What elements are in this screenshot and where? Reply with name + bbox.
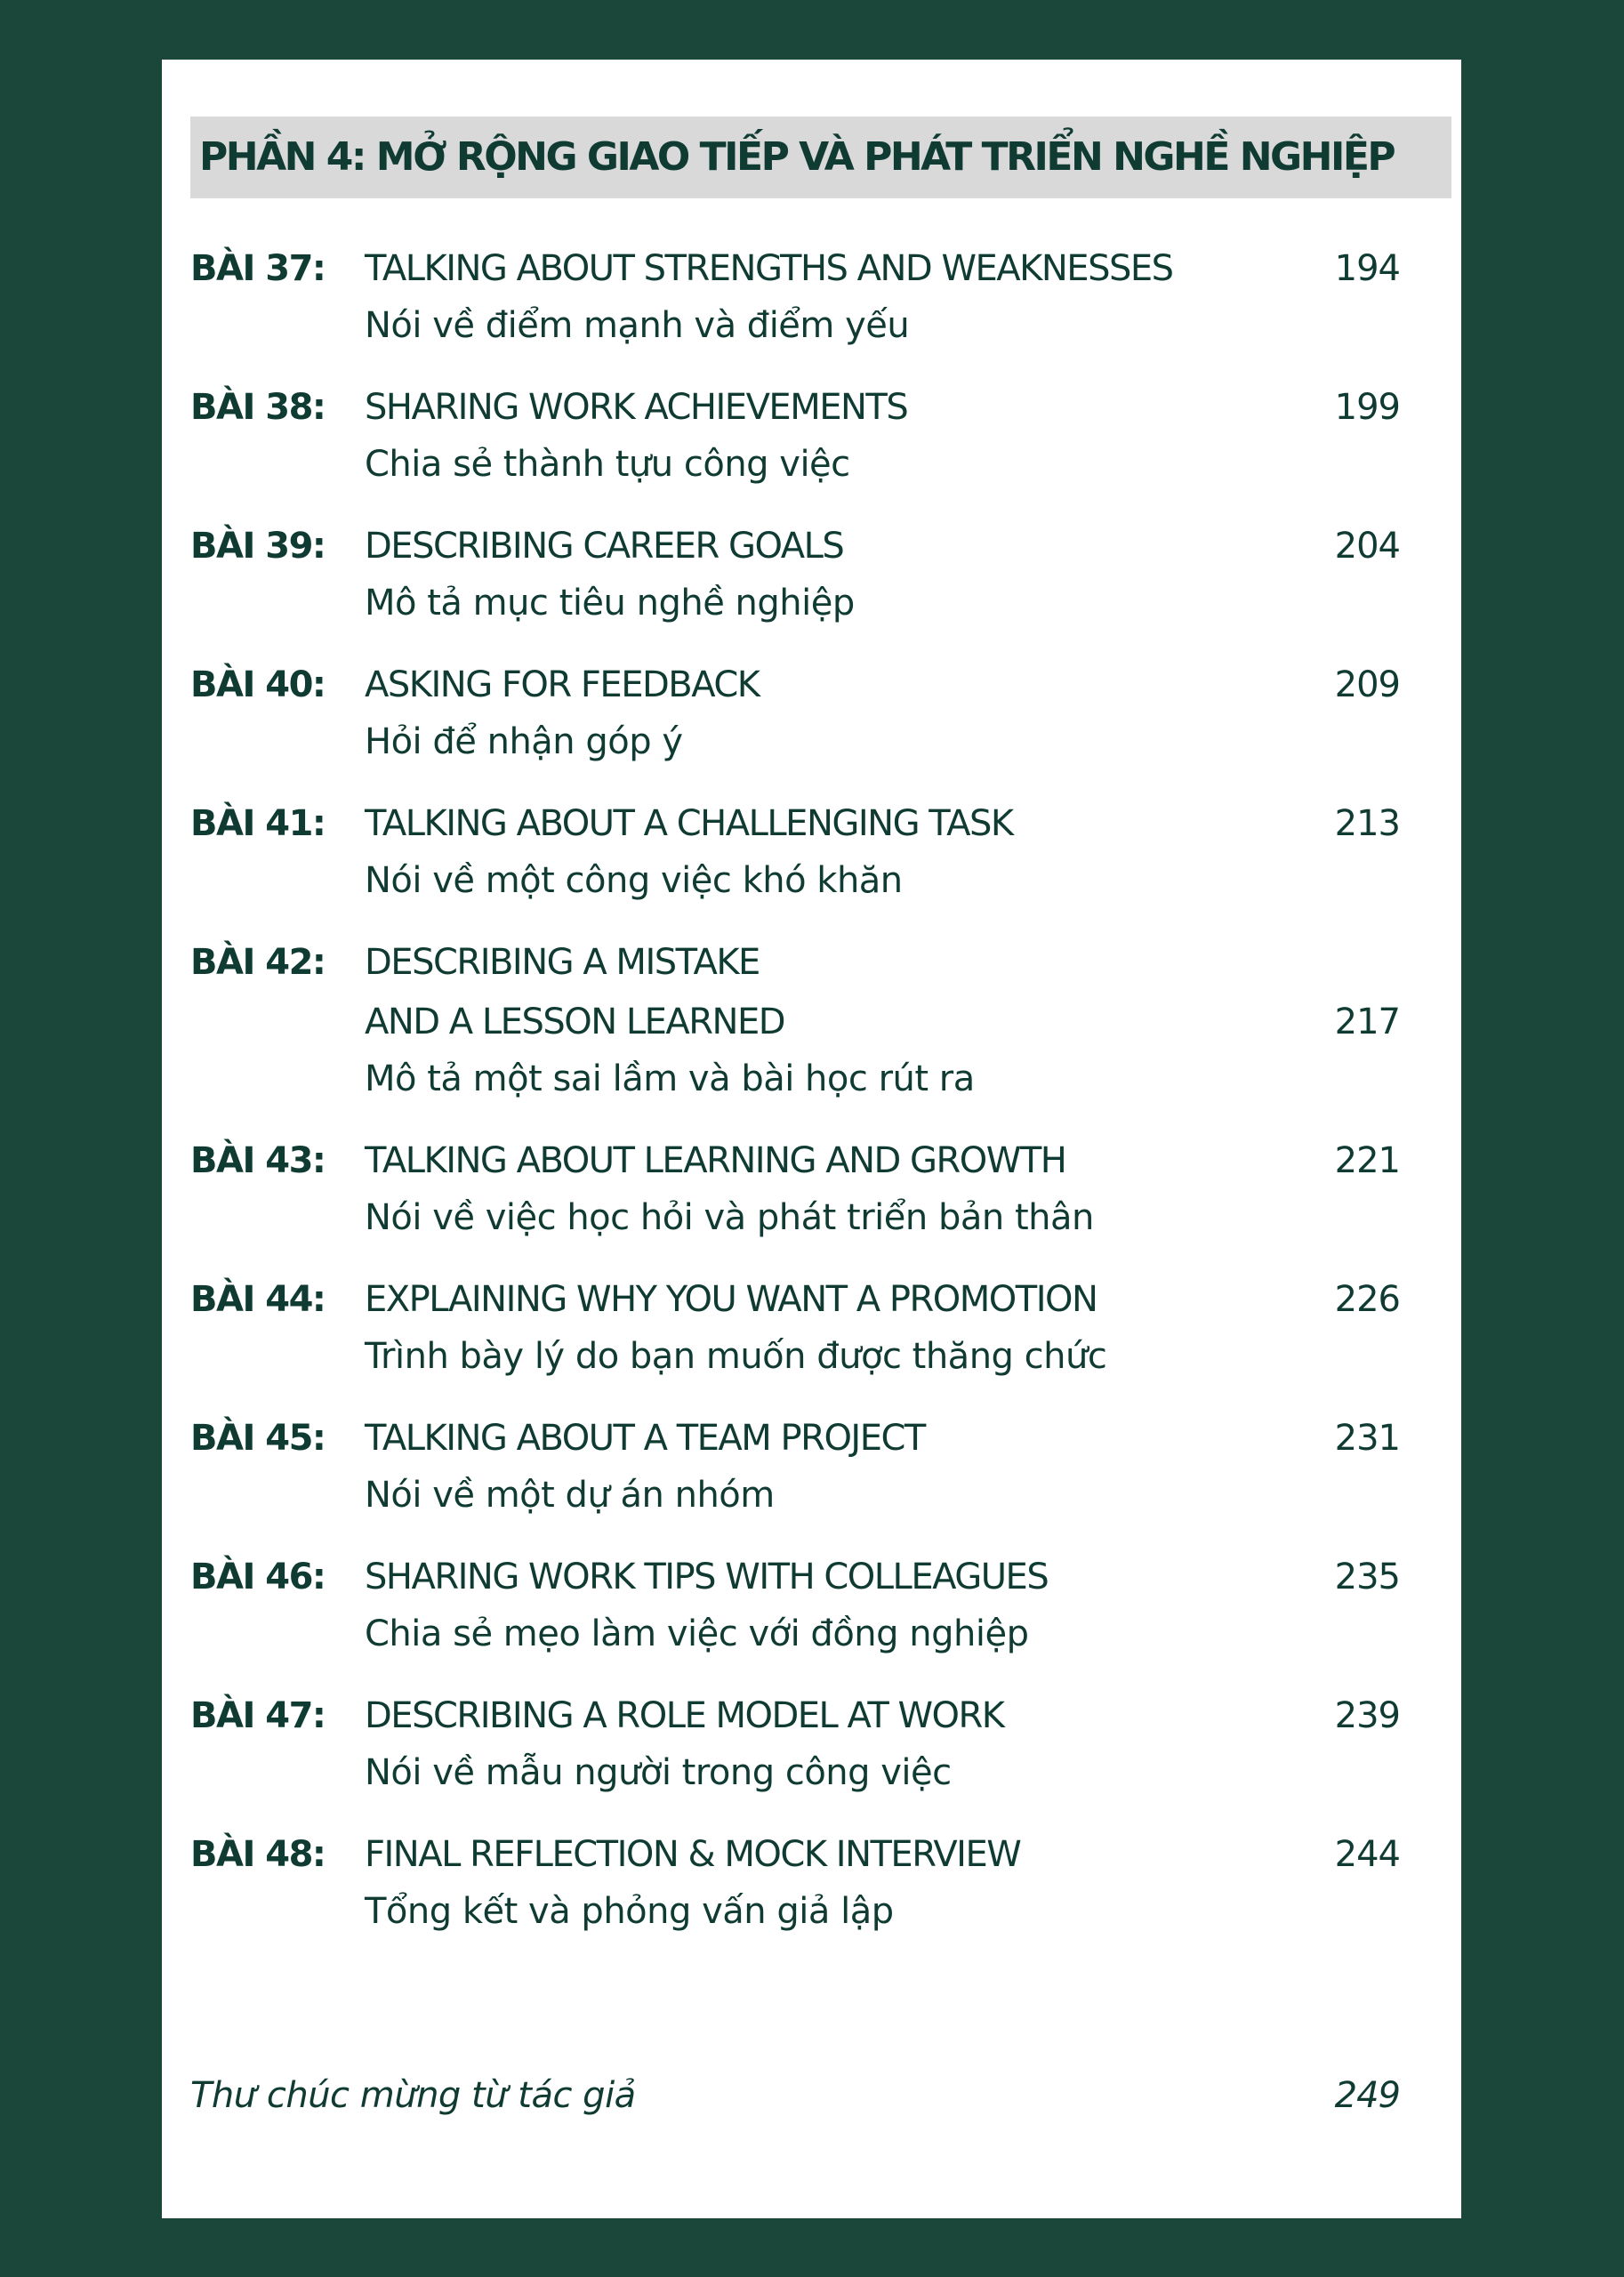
lesson-body bbox=[365, 1412, 1307, 1522]
lesson-subtitle: Nói về một công việc khó khăn bbox=[365, 860, 903, 901]
toc-entry[interactable] bbox=[190, 936, 1400, 1134]
lesson-title: TALKING ABOUT A TEAM PROJECT bbox=[365, 1418, 925, 1459]
page-number: 235 bbox=[1334, 1557, 1400, 1597]
toc-entry[interactable] bbox=[190, 519, 1400, 658]
lesson-number: BÀI 47: bbox=[190, 1695, 326, 1736]
lesson-number: BÀI 37: bbox=[190, 248, 326, 289]
lesson-title: TALKING ABOUT LEARNING AND GROWTH bbox=[365, 1140, 1066, 1181]
lesson-subtitle: Mô tả mục tiêu nghề nghiệp bbox=[365, 583, 855, 624]
page-number: 204 bbox=[1334, 526, 1400, 567]
lesson-title: FINAL REFLECTION & MOCK INTERVIEW bbox=[365, 1834, 1021, 1875]
toc-page bbox=[162, 60, 1461, 2218]
lesson-subtitle: Mô tả một sai lầm và bài học rút ra bbox=[365, 1058, 975, 1099]
toc-entry[interactable] bbox=[190, 658, 1400, 797]
lesson-body bbox=[365, 381, 1307, 491]
lesson-number: BÀI 46: bbox=[190, 1557, 326, 1597]
page-number: 194 bbox=[1334, 248, 1400, 289]
closing-page-number: 249 bbox=[1334, 2075, 1400, 2116]
lesson-body bbox=[365, 1689, 1307, 1799]
lesson-title: EXPLAINING WHY YOU WANT A PROMOTION bbox=[365, 1279, 1097, 1320]
lesson-number: BÀI 43: bbox=[190, 1140, 326, 1181]
lesson-number: BÀI 44: bbox=[190, 1279, 326, 1320]
lesson-title: ASKING FOR FEEDBACK bbox=[365, 664, 760, 705]
lesson-title-line2: AND A LESSON LEARNED bbox=[365, 1002, 785, 1042]
page-number: 199 bbox=[1334, 387, 1400, 428]
toc-entry[interactable] bbox=[190, 1273, 1400, 1412]
lesson-number: BÀI 40: bbox=[190, 664, 326, 705]
lesson-number: BÀI 38: bbox=[190, 387, 326, 428]
closing-title: Thư chúc mừng từ tác giả bbox=[190, 2075, 636, 2116]
lesson-body bbox=[365, 1550, 1307, 1661]
page-number: 213 bbox=[1334, 803, 1400, 844]
page-number: 231 bbox=[1334, 1418, 1400, 1459]
closing-entry[interactable] bbox=[190, 2069, 1400, 2122]
toc-entry[interactable] bbox=[190, 242, 1400, 381]
lesson-title: DESCRIBING CAREER GOALS bbox=[365, 526, 844, 567]
lesson-subtitle: Hỏi để nhận góp ý bbox=[365, 721, 683, 762]
toc-entries bbox=[190, 242, 1400, 1967]
lesson-body bbox=[365, 1828, 1307, 1938]
lesson-body bbox=[365, 1134, 1307, 1244]
lesson-title: DESCRIBING A ROLE MODEL AT WORK bbox=[365, 1695, 1004, 1736]
toc-entry[interactable] bbox=[190, 381, 1400, 519]
toc-entry[interactable] bbox=[190, 1828, 1400, 1967]
lesson-subtitle: Chia sẻ thành tựu công việc bbox=[365, 444, 850, 485]
page-number: 209 bbox=[1334, 664, 1400, 705]
toc-entry[interactable] bbox=[190, 1689, 1400, 1828]
lesson-subtitle: Trình bày lý do bạn muốn được thăng chức bbox=[365, 1336, 1107, 1377]
lesson-body bbox=[365, 658, 1307, 768]
lesson-title: TALKING ABOUT STRENGTHS AND WEAKNESSES bbox=[365, 248, 1173, 289]
toc-entry[interactable] bbox=[190, 797, 1400, 936]
page-number: 221 bbox=[1334, 1140, 1400, 1181]
lesson-subtitle: Nói về điểm mạnh và điểm yếu bbox=[365, 305, 910, 346]
lesson-body bbox=[365, 242, 1307, 352]
lesson-subtitle: Nói về mẫu người trong công việc bbox=[365, 1752, 952, 1793]
lesson-subtitle: Nói về một dự án nhóm bbox=[365, 1475, 775, 1516]
lesson-title: SHARING WORK ACHIEVEMENTS bbox=[365, 387, 908, 428]
lesson-number: BÀI 42: bbox=[190, 942, 326, 983]
page-number: 226 bbox=[1334, 1279, 1400, 1320]
lesson-body bbox=[365, 519, 1307, 630]
lesson-subtitle: Tổng kết và phỏng vấn giả lập bbox=[365, 1891, 894, 1932]
toc-entry[interactable] bbox=[190, 1412, 1400, 1550]
lesson-number: BÀI 41: bbox=[190, 803, 326, 844]
lesson-subtitle: Chia sẻ mẹo làm việc với đồng nghiệp bbox=[365, 1613, 1029, 1654]
lesson-title: SHARING WORK TIPS WITH COLLEAGUES bbox=[365, 1557, 1049, 1597]
page-number: 244 bbox=[1334, 1834, 1400, 1875]
toc-entry[interactable] bbox=[190, 1134, 1400, 1273]
lesson-subtitle: Nói về việc học hỏi và phát triển bản thân bbox=[365, 1197, 1094, 1238]
page-number: 239 bbox=[1334, 1695, 1400, 1736]
lesson-body bbox=[365, 936, 1307, 1106]
lesson-number: BÀI 45: bbox=[190, 1418, 326, 1459]
lesson-title: DESCRIBING A MISTAKE bbox=[365, 942, 760, 983]
toc-entry[interactable] bbox=[190, 1550, 1400, 1689]
lesson-title: TALKING ABOUT A CHALLENGING TASK bbox=[365, 803, 1013, 844]
page-number: 217 bbox=[1334, 1002, 1400, 1042]
section-title: PHẦN 4: MỞ RỘNG GIAO TIẾP VÀ PHÁT TRIỂN NGHỀ NGHIỆP bbox=[190, 117, 1451, 198]
lesson-body bbox=[365, 797, 1307, 907]
lesson-number: BÀI 48: bbox=[190, 1834, 326, 1875]
lesson-body bbox=[365, 1273, 1307, 1383]
lesson-number: BÀI 39: bbox=[190, 526, 326, 567]
